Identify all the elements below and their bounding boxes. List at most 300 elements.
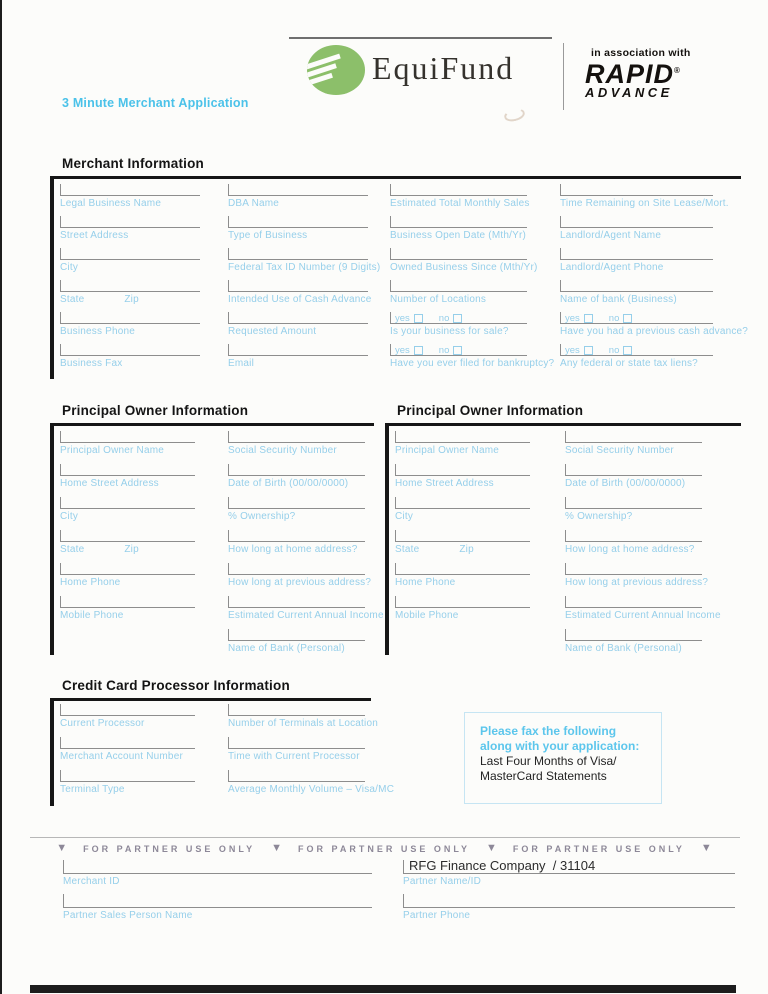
owner1-column-2	[228, 429, 384, 660]
field-label	[63, 876, 372, 887]
write-in-line[interactable]	[60, 182, 200, 196]
write-in-line[interactable]	[228, 768, 365, 782]
checkbox[interactable]	[584, 346, 593, 355]
form-field	[60, 768, 195, 801]
field-label-text: Home Street Address	[395, 478, 494, 489]
form-field	[390, 182, 530, 214]
field-label-text: Time Remaining on Site Lease/Mort.	[560, 198, 729, 209]
write-in-line[interactable]	[390, 214, 527, 228]
checkbox[interactable]	[414, 346, 423, 355]
field-label-text: State	[60, 544, 85, 555]
field-label	[60, 577, 195, 588]
write-in-line[interactable]	[60, 735, 195, 749]
form-field	[390, 310, 527, 342]
form-field	[60, 342, 200, 374]
write-in-line[interactable]	[560, 246, 713, 260]
field-label	[228, 478, 365, 489]
field-label-text: Number of Locations	[390, 294, 487, 305]
write-in-line[interactable]	[395, 429, 530, 443]
form-field	[63, 858, 372, 890]
field-label-text: Landlord/Agent Phone	[560, 262, 664, 273]
field-label-text: Business Open Date (Mth/Yr)	[390, 230, 527, 241]
field-label-text: Merchant Account Number	[60, 751, 183, 762]
yes-no-option	[565, 346, 593, 355]
field-label-text: Type of Business	[228, 230, 308, 241]
form-field	[228, 702, 378, 735]
write-in-line[interactable]	[63, 892, 372, 908]
field-label-text: Mobile Phone	[60, 610, 124, 621]
field-label-text: Estimated Current Annual Income	[228, 610, 384, 621]
owner1-section-title: Principal Owner Information	[62, 403, 249, 418]
fax-heading-line1: Please fax the following	[480, 724, 617, 738]
field-label	[565, 643, 702, 654]
field-label-text: Partner Phone	[403, 910, 471, 921]
field-label	[63, 910, 372, 921]
field-label-text: Owned Business Since (Mth/Yr)	[390, 262, 538, 273]
down-triangle-icon: ▼	[486, 842, 497, 854]
merchant-column-2	[228, 182, 381, 374]
write-in-line[interactable]	[390, 342, 527, 356]
form-field	[560, 342, 713, 374]
write-in-line[interactable]	[390, 182, 527, 196]
partner-band-label: FOR PARTNER USE ONLY	[512, 843, 685, 854]
checkbox[interactable]	[414, 314, 423, 323]
form-field	[60, 310, 200, 342]
write-in-line[interactable]	[228, 594, 365, 608]
write-in-line[interactable]	[395, 528, 530, 542]
field-label	[228, 718, 378, 729]
write-in-line[interactable]	[60, 310, 200, 324]
checkbox[interactable]	[623, 346, 632, 355]
processor-section-title: Credit Card Processor Information	[62, 678, 290, 693]
option-label: no	[608, 313, 620, 324]
field-label-text: Name of bank (Business)	[560, 294, 677, 305]
field-label-text: How long at home address?	[565, 544, 695, 555]
write-in-line[interactable]	[228, 627, 365, 641]
form-field	[565, 627, 702, 660]
field-label	[228, 358, 368, 369]
field-label	[60, 784, 195, 795]
form-field	[390, 278, 527, 310]
field-label	[560, 262, 713, 273]
checkbox[interactable]	[453, 314, 462, 323]
write-in-line[interactable]	[60, 246, 200, 260]
form-field	[60, 214, 200, 246]
form-field	[565, 561, 709, 594]
field-label	[228, 198, 368, 209]
partner-field-partner-name-id	[403, 858, 735, 890]
owner1-column-1	[60, 429, 195, 627]
form-field	[395, 528, 530, 561]
field-label	[395, 610, 530, 621]
field-label	[60, 262, 200, 273]
option-label: yes	[565, 345, 580, 356]
field-label-text: Have you had a previous cash advance?	[560, 326, 749, 337]
field-label-text: Principal Owner Name	[60, 445, 165, 456]
processor-column-1	[60, 702, 195, 801]
field-label-text: Requested Amount	[228, 326, 317, 337]
write-in-line[interactable]	[60, 702, 195, 716]
field-label-text: Date of Birth (00/00/0000)	[228, 478, 349, 489]
field-label	[228, 511, 365, 522]
field-label	[390, 294, 527, 305]
form-field	[60, 462, 195, 495]
field-label	[560, 294, 713, 305]
partner-use-band	[0, 843, 768, 854]
write-in-line[interactable]	[60, 278, 200, 292]
write-in-line[interactable]	[565, 528, 702, 542]
fax-body-line2: MasterCard Statements	[480, 769, 607, 783]
form-field	[228, 246, 381, 278]
field-label-text: Principal Owner Name	[395, 445, 500, 456]
merchant-section-title: Merchant Information	[62, 156, 205, 171]
write-in-line[interactable]	[63, 858, 372, 874]
field-label-text: Business Phone	[60, 326, 136, 337]
field-label-text: Social Security Number	[228, 445, 337, 456]
yes-no-option	[439, 346, 463, 355]
field-value: RFG Finance Company / 31104	[409, 858, 596, 873]
field-label	[60, 544, 195, 555]
write-in-line[interactable]	[565, 561, 702, 575]
write-in-line[interactable]	[228, 429, 365, 443]
field-label	[560, 198, 729, 209]
field-label	[560, 326, 749, 337]
write-in-line[interactable]	[390, 278, 527, 292]
write-in-line[interactable]	[60, 594, 195, 608]
down-triangle-icon: ▼	[56, 842, 68, 854]
field-label	[228, 784, 395, 795]
write-in-line[interactable]	[228, 342, 368, 356]
field-label	[403, 876, 735, 887]
field-label-text: Merchant ID	[63, 876, 120, 887]
field-label-text: Date of Birth (00/00/0000)	[565, 478, 686, 489]
field-label-text: Partner Sales Person Name	[63, 910, 193, 921]
option-label: no	[438, 313, 450, 324]
field-label	[60, 198, 200, 209]
write-in-line[interactable]	[565, 594, 702, 608]
write-in-line[interactable]	[395, 561, 530, 575]
field-label	[395, 511, 530, 522]
yes-no-option	[609, 346, 633, 355]
write-in-line[interactable]	[228, 528, 365, 542]
write-in-line[interactable]	[403, 858, 735, 874]
field-label	[60, 718, 195, 729]
field-label	[228, 577, 372, 588]
form-field	[403, 858, 735, 890]
partner-field-merchant-id	[63, 858, 372, 890]
field-label-text: Current Processor	[60, 718, 145, 729]
form-field	[560, 182, 729, 214]
write-in-line[interactable]	[228, 246, 368, 260]
write-in-line[interactable]	[228, 310, 368, 324]
field-label	[390, 326, 527, 337]
field-label-text: State	[60, 294, 85, 305]
write-in-line[interactable]	[228, 182, 368, 196]
field-label-text: DBA Name	[228, 198, 280, 209]
field-label-text: Business Fax	[60, 358, 123, 369]
equifund-logo-icon	[307, 45, 365, 95]
owner2-section-title: Principal Owner Information	[397, 403, 584, 418]
write-in-line[interactable]	[60, 768, 195, 782]
yes-no-option	[439, 314, 463, 323]
form-field	[565, 429, 702, 462]
form-field	[395, 429, 530, 462]
logo-divider	[563, 43, 564, 110]
field-label-text: City	[60, 511, 79, 522]
field-label	[60, 511, 195, 522]
form-field	[403, 892, 735, 924]
field-label-text: Is your business for sale?	[390, 326, 509, 337]
form-field	[395, 594, 530, 627]
form-field	[60, 528, 195, 561]
form-field	[228, 182, 368, 214]
down-triangle-icon: ▼	[700, 842, 712, 854]
write-in-line[interactable]	[560, 342, 713, 356]
form-field	[63, 892, 372, 924]
rapid-wordmark	[585, 59, 737, 89]
field-label-text: How long at previous address?	[565, 577, 709, 588]
field-label-text: Estimated Total Monthly Sales	[390, 198, 530, 209]
write-in-line[interactable]	[60, 342, 200, 356]
field-label-text: Mobile Phone	[395, 610, 459, 621]
form-field	[60, 278, 200, 310]
form-field	[228, 627, 365, 660]
field-label	[395, 577, 530, 588]
field-label	[228, 230, 368, 241]
checkbox[interactable]	[453, 346, 462, 355]
field-label-text: Home Phone	[395, 577, 456, 588]
field-label-text: Number of Terminals at Location	[228, 718, 378, 729]
field-label	[228, 610, 384, 621]
form-title: 3 Minute Merchant Application	[62, 96, 249, 110]
field-label-text: Time with Current Processor	[228, 751, 360, 762]
field-label	[60, 478, 195, 489]
yes-no-option	[395, 346, 423, 355]
field-label	[60, 445, 195, 456]
field-label	[390, 262, 538, 273]
association-prefix: in association with	[591, 47, 691, 59]
processor-column-2	[228, 702, 395, 801]
form-field	[390, 342, 555, 374]
field-label	[228, 544, 365, 555]
write-in-line[interactable]	[565, 462, 702, 476]
form-field	[560, 214, 713, 246]
option-label: yes	[565, 313, 580, 324]
write-in-line[interactable]	[228, 462, 365, 476]
scan-artifact-bottom-bar	[30, 985, 736, 993]
field-label-text: Federal Tax ID Number (9 Digits)	[228, 262, 381, 273]
form-field	[228, 342, 368, 374]
form-field	[60, 702, 195, 735]
form-field	[60, 429, 195, 462]
field-label-text: Estimated Current Annual Income	[565, 610, 721, 621]
partner-divider-rule	[30, 837, 740, 838]
write-in-line[interactable]	[560, 278, 713, 292]
write-in-line[interactable]	[228, 278, 368, 292]
fax-body-line1: Last Four Months of Visa/	[480, 754, 617, 768]
field-label	[60, 230, 200, 241]
rapid-text: RAPID	[585, 59, 675, 89]
option-label: yes	[395, 345, 410, 356]
option-label: no	[438, 345, 450, 356]
yes-no-option	[565, 314, 593, 323]
field-label	[395, 445, 530, 456]
field-label-text: Email	[228, 358, 255, 369]
write-in-line[interactable]	[560, 182, 713, 196]
partner-field-sales-person	[63, 892, 372, 924]
field-label	[565, 544, 702, 555]
field-label-text: Street Address	[60, 230, 129, 241]
scan-smudge-mark	[503, 107, 526, 124]
form-field	[395, 462, 530, 495]
field-label	[228, 262, 381, 273]
field-label	[565, 577, 709, 588]
form-field	[395, 561, 530, 594]
field-label-text: State	[395, 544, 420, 555]
field-label	[560, 230, 713, 241]
write-in-line[interactable]	[60, 462, 195, 476]
field-label-text: How long at home address?	[228, 544, 358, 555]
form-field	[565, 594, 721, 627]
field-label	[565, 478, 702, 489]
field-label-text: Partner Name/ID	[403, 876, 482, 887]
write-in-line[interactable]	[403, 892, 735, 908]
write-in-line[interactable]	[565, 429, 702, 443]
brand-name: EquiFund	[372, 50, 515, 86]
form-field	[228, 310, 368, 342]
field-label	[60, 358, 200, 369]
checkbox[interactable]	[623, 314, 632, 323]
field-label-text: Name of Bank (Personal)	[228, 643, 345, 654]
form-field	[565, 462, 702, 495]
checkbox[interactable]	[584, 314, 593, 323]
rapid-advance-logo	[577, 47, 737, 100]
field-label-text: Zip	[459, 544, 474, 555]
form-field	[60, 561, 195, 594]
write-in-line[interactable]	[60, 495, 195, 509]
field-label-text: Any federal or state tax liens?	[560, 358, 698, 369]
merchant-column-4	[560, 182, 749, 374]
field-label-text: City	[60, 262, 79, 273]
write-in-line[interactable]	[60, 429, 195, 443]
field-label-text: City	[395, 511, 414, 522]
field-label-text: % Ownership?	[565, 511, 633, 522]
write-in-line[interactable]	[228, 735, 365, 749]
field-label	[228, 751, 365, 762]
partner-band-label: FOR PARTNER USE ONLY	[83, 843, 256, 854]
write-in-line[interactable]	[560, 214, 713, 228]
write-in-line[interactable]	[228, 561, 365, 575]
form-field	[560, 246, 713, 278]
form-field	[60, 594, 195, 627]
field-label-text: Intended Use of Cash Advance	[228, 294, 372, 305]
field-label	[390, 198, 530, 209]
form-field	[560, 310, 749, 342]
write-in-line[interactable]	[565, 627, 702, 641]
form-field	[228, 594, 384, 627]
field-label	[60, 326, 200, 337]
write-in-line[interactable]	[395, 495, 530, 509]
write-in-line[interactable]	[228, 495, 365, 509]
advance-wordmark: ADVANCE	[585, 85, 673, 100]
field-label	[60, 294, 200, 305]
write-in-line[interactable]	[390, 246, 527, 260]
partner-field-partner-phone	[403, 892, 735, 924]
write-in-line[interactable]	[60, 214, 200, 228]
write-in-line[interactable]	[228, 702, 365, 716]
field-label-text: Zip	[124, 544, 139, 555]
form-field	[60, 735, 195, 768]
option-label: yes	[395, 313, 410, 324]
field-label-text: Terminal Type	[60, 784, 125, 795]
field-label-text: Average Monthly Volume – Visa/MC	[228, 784, 395, 795]
field-label	[565, 610, 721, 621]
form-field	[60, 495, 195, 528]
field-label	[60, 610, 195, 621]
form-field	[390, 246, 538, 278]
write-in-line[interactable]	[60, 561, 195, 575]
fax-heading-line2: along with your application:	[480, 739, 640, 753]
partner-band-label: FOR PARTNER USE ONLY	[297, 843, 470, 854]
form-field	[228, 278, 372, 310]
form-field	[228, 735, 365, 768]
yes-no-option	[609, 314, 633, 323]
field-label-text: Name of Bank (Personal)	[565, 643, 682, 654]
field-label-text: Home Phone	[60, 577, 121, 588]
field-label-text: Home Street Address	[60, 478, 159, 489]
field-label-text: Landlord/Agent Name	[560, 230, 662, 241]
write-in-line[interactable]	[390, 310, 527, 324]
form-field	[390, 214, 527, 246]
field-label	[565, 445, 702, 456]
field-label	[565, 511, 702, 522]
form-field	[60, 182, 200, 214]
write-in-line[interactable]	[395, 594, 530, 608]
form-field	[228, 214, 368, 246]
form-field	[228, 528, 365, 561]
field-label-text: How long at previous address?	[228, 577, 372, 588]
field-label-text: Social Security Number	[565, 445, 674, 456]
write-in-line[interactable]	[60, 528, 195, 542]
field-label	[228, 326, 368, 337]
fax-notice-box	[464, 712, 662, 804]
write-in-line[interactable]	[228, 214, 368, 228]
field-label	[60, 751, 195, 762]
yes-no-option	[395, 314, 423, 323]
form-field	[228, 561, 372, 594]
write-in-line[interactable]	[395, 462, 530, 476]
form-field	[228, 768, 395, 801]
field-label	[390, 230, 527, 241]
merchant-column-3	[390, 182, 555, 374]
field-label-text: Zip	[124, 294, 139, 305]
write-in-line[interactable]	[565, 495, 702, 509]
write-in-line[interactable]	[560, 310, 713, 324]
field-label-text: Have you ever filed for bankruptcy?	[390, 358, 555, 369]
form-field	[228, 462, 365, 495]
option-label: no	[608, 345, 620, 356]
field-label	[395, 544, 530, 555]
form-field	[228, 429, 365, 462]
form-field	[395, 495, 530, 528]
form-field	[565, 495, 702, 528]
owner2-column-1	[395, 429, 530, 627]
form-field	[228, 495, 365, 528]
merchant-column-1	[60, 182, 200, 374]
owner2-column-2	[565, 429, 721, 660]
field-label	[390, 358, 555, 369]
registered-mark: ®	[674, 66, 681, 75]
